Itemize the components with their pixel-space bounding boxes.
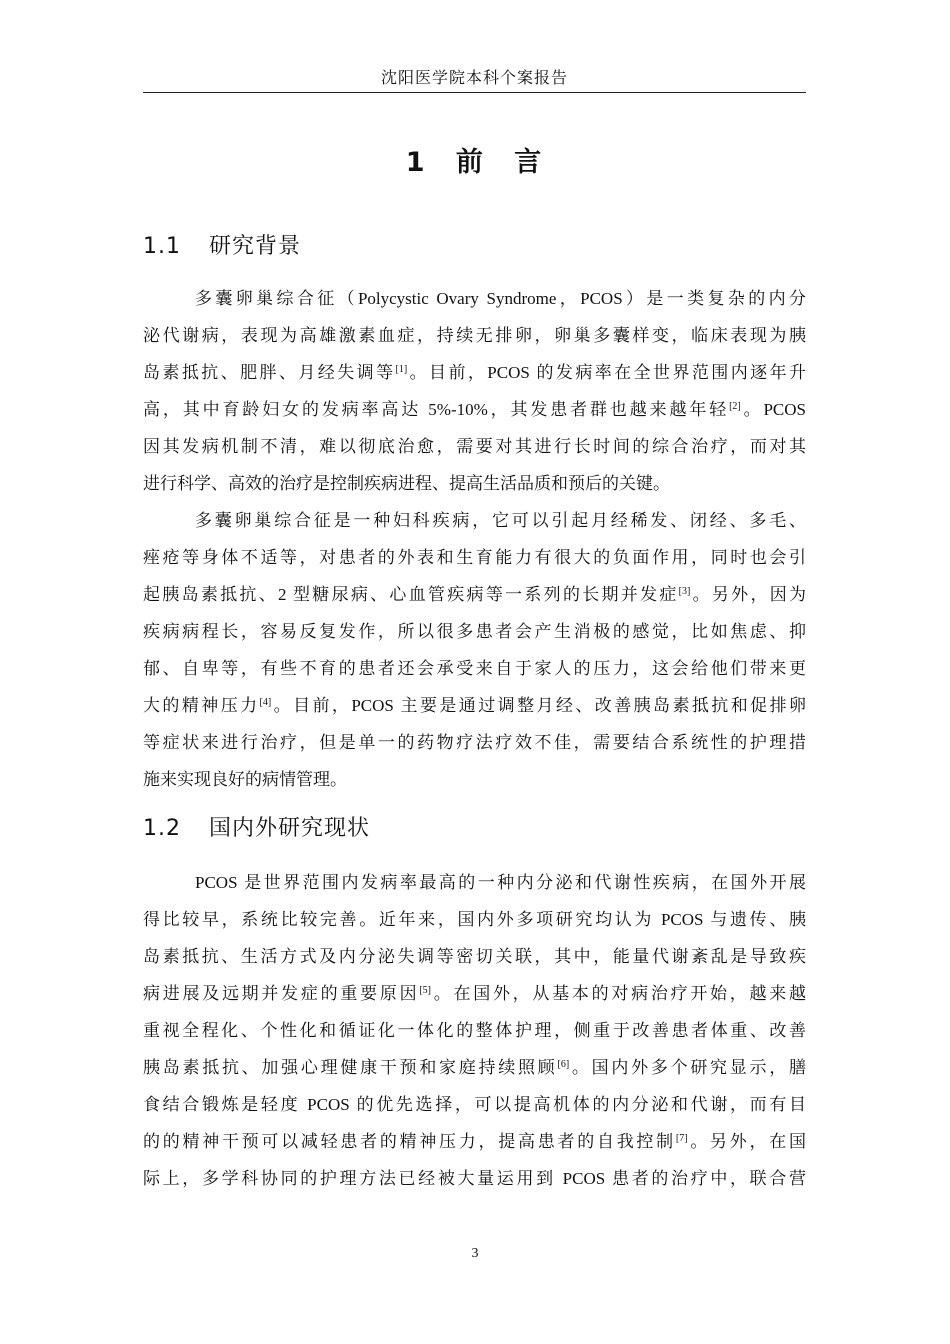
text-line: 的的精神干预可以减轻患者的精神压力，提高患者的自我控制[7]。另外，在国 — [143, 1132, 807, 1151]
running-header: 沈阳医学院本科个案报告 — [143, 66, 806, 93]
text-line: 际上，多学科协同的护理方法已经被大量运用到 PCOS 患者的治疗中，联合营 — [143, 1169, 806, 1188]
section-number: 1.1 — [143, 234, 181, 259]
text-line: 胰岛素抵抗、加强心理健康干预和家庭持续照顾[6]。国内外多个研究显示，膳 — [143, 1058, 807, 1077]
citation: [5] — [419, 985, 431, 996]
text-line: 因其发病机制不清，难以彻底治愈，需要对其进行长时间的综合治疗，而对其 — [143, 437, 806, 456]
paragraph-research-status — [143, 864, 806, 1197]
citation: [4] — [259, 697, 272, 708]
text-line: 泌代谢病，表现为高雄激素血症，持续无排卵，卵巢多囊样变，临床表现为胰 — [143, 326, 806, 345]
chapter-number: 1 — [405, 147, 427, 178]
section-number: 1.2 — [143, 816, 181, 841]
text-line: 多囊卵巢综合征是一种妇科疾病，它可以引起月经稀发、闭经、多毛、 — [195, 511, 806, 530]
text-line: 大的精神压力[4]。目前，PCOS 主要是通过调整月经、改善胰岛素抵抗和促排卵 — [143, 696, 806, 715]
text-line: 高，其中育龄妇女的发病率高达 5%-10%，其发患者群也越来越年轻[2]。PCOS — [143, 400, 806, 419]
text-line: 疾病病程长，容易反复发作，所以很多患者会产生消极的感觉，比如焦虑、抑 — [143, 622, 806, 641]
section-title: 国内外研究现状 — [209, 816, 371, 841]
text-line: 等症状来进行治疗，但是单一的药物疗法疗效不佳，需要结合系统性的护理措 — [143, 733, 806, 752]
text-line: 郁、自卑等，有些不育的患者还会承受来自于家人的压力，这会给他们带来更 — [143, 659, 806, 678]
text-line: 病进展及远期并发症的重要原因[5]。在国外，从基本的对病治疗开始，越来越 — [143, 984, 807, 1003]
text-line: 痤疮等身体不适等，对患者的外表和生育能力有很大的负面作用，同时也会引 — [143, 548, 806, 567]
chapter-title-char: 言 — [514, 147, 544, 178]
text-line: 起胰岛素抵抗、2 型糖尿病、心血管疾病等一系列的长期并发症[3]。另外，因为 — [143, 585, 807, 604]
text-line: 施来实现良好的病情管理。 — [143, 770, 347, 789]
paragraph-background-2 — [143, 502, 806, 798]
chapter-title-char: 前 — [455, 147, 485, 178]
section-heading-1-1 — [143, 228, 806, 266]
text-line: 岛素抵抗、生活方式及内分泌失调等密切关联，其中，能量代谢紊乱是导致疾 — [143, 947, 806, 966]
citation: [6] — [557, 1059, 570, 1070]
citation: [2] — [729, 401, 741, 412]
section-heading-1-2 — [143, 810, 806, 848]
text-line: PCOS 是世界范围内发病率最高的一种内分泌和代谢性疾病，在国外开展 — [195, 873, 806, 892]
text-line: 进行科学、高效的治疗是控制疾病进程、提高生活品质和预后的关键。 — [143, 474, 670, 493]
text-line: 多囊卵巢综合征（Polycystic Ovary Syndrome，PCOS）是一类复杂的内分 — [195, 289, 806, 308]
text-line: 食结合锻炼是轻度 PCOS 的优先选择，可以提高机体的内分泌和代谢，而有目 — [143, 1095, 806, 1114]
text-line: 岛素抵抗、肥胖、月经失调等[1]。目前，PCOS 的发病率在全世界范围内逐年升 — [143, 363, 807, 382]
text-line: 重视全程化、个性化和循证化一体化的整体护理，侧重于改善患者体重、改善 — [143, 1021, 806, 1040]
section-title: 研究背景 — [209, 234, 302, 259]
citation: [1] — [395, 364, 408, 375]
page-number: 3 — [471, 1246, 479, 1261]
text-line: 得比较早，系统比较完善。近年来，国内外多项研究均认为 PCOS 与遗传、胰 — [143, 910, 806, 929]
citation: [7] — [675, 1133, 688, 1144]
chapter-title — [143, 140, 806, 186]
citation: [3] — [678, 586, 691, 597]
paragraph-background-1 — [143, 280, 806, 502]
